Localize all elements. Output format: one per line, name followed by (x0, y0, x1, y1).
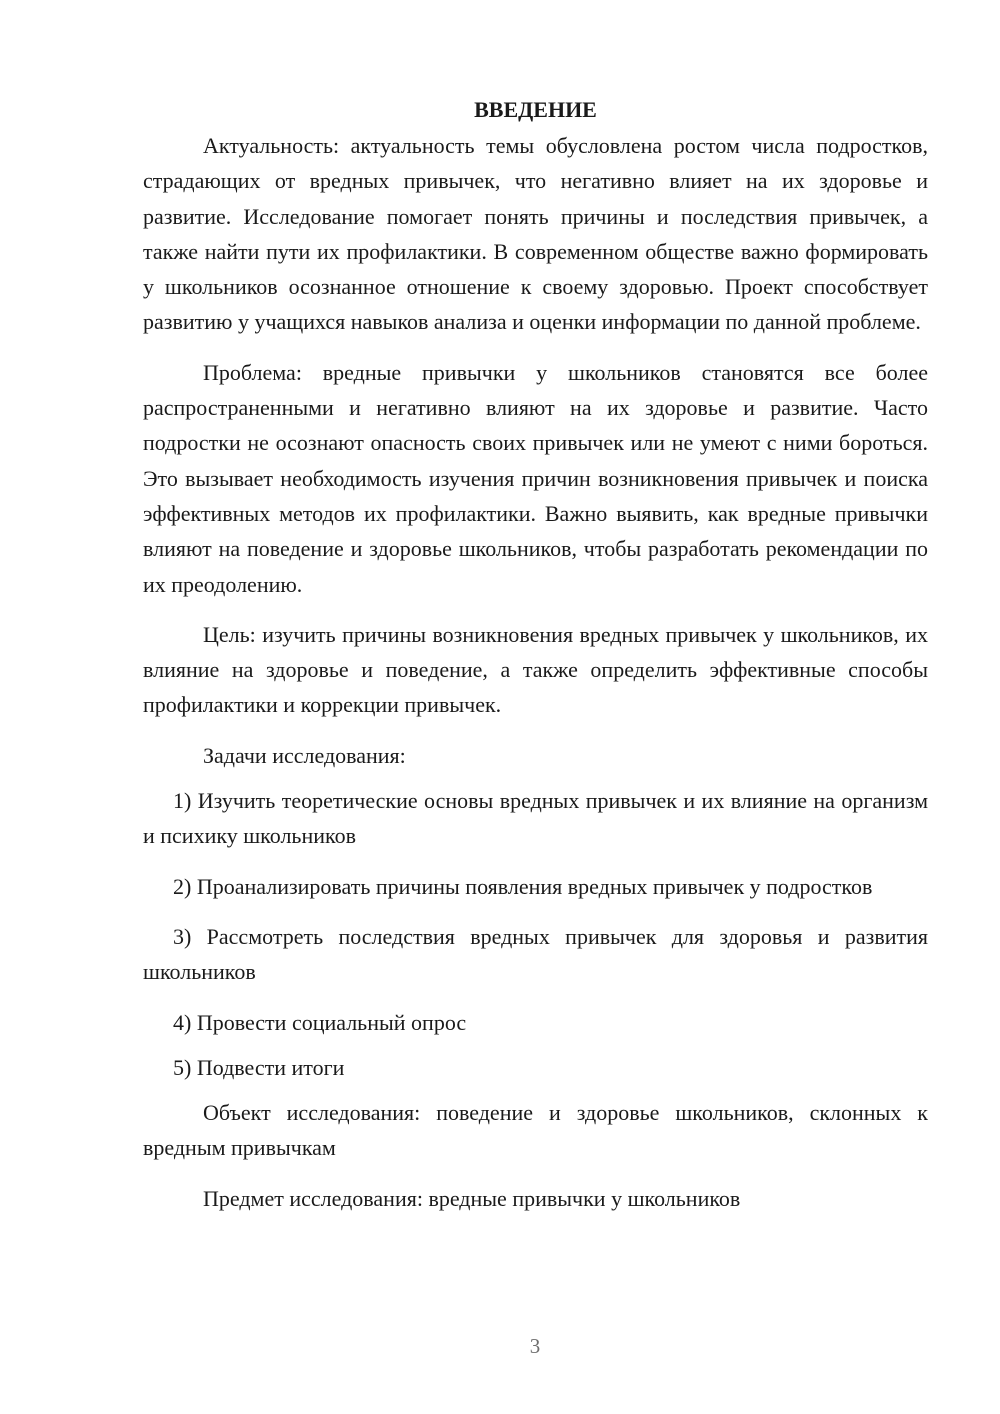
task-item-4: 4) Провести социальный опрос (173, 1009, 467, 1035)
page-number: 3 (529, 1334, 541, 1358)
task-item-1: 1) Изучить теоретические основы вредных привычек и их влияние на организм и психику школьников (143, 788, 928, 849)
tasks-list (143, 783, 928, 1085)
subject-paragraph: Предмет исследования: вредные привычки у школьников (203, 1185, 741, 1211)
document-page (143, 92, 928, 1231)
relevance-paragraph: Актуальность: актуальность темы обусловлена ростом числа подростков, страдающих от вредных привычек, что негативно влияет на их здоровье и развитие. Исследование помогает понять причины и последствия привычек, а также найти пути их профилактики. В современном обществе важно формировать у школьников осознанное отношение к своему здоровью. Проект способствует развитию у учащихся навыков анализа и оценки информации по данной проблеме. (143, 133, 928, 335)
object-paragraph: Объект исследования: поведение и здоровье школьников, склонных к вредным привычкам (143, 1100, 928, 1161)
problem-paragraph: Проблема: вредные привычки у школьников становятся все более распространенными и негативно влияют на их здоровье и развитие. Часто подростки не осознают опасность своих привычек или не умеют с ними бороться. Это вызывает необходимость изучения причин возникновения привычек и поиска эффективных методов их профилактики. Важно выявить, как вредные привычки влияют на поведение и здоровье школьников, чтобы разработать рекомендации по их преодолению. (143, 359, 928, 597)
task-item-2: 2) Проанализировать причины появления вредных привычек у подростков (173, 873, 873, 899)
page-title: ВВЕДЕНИЕ (474, 97, 597, 122)
task-item-3: 3) Рассмотреть последствия вредных привычек для здоровья и развития школьников (143, 923, 928, 985)
tasks-title: Задачи исследования: (203, 742, 406, 768)
goal-paragraph: Цель: изучить причины возникновения вредных привычек у школьников, их влияние на здоровье и поведение, а также определить эффективные способы профилактики и коррекции привычек. (143, 621, 928, 718)
task-item-5: 5) Подвести итоги (173, 1054, 345, 1080)
